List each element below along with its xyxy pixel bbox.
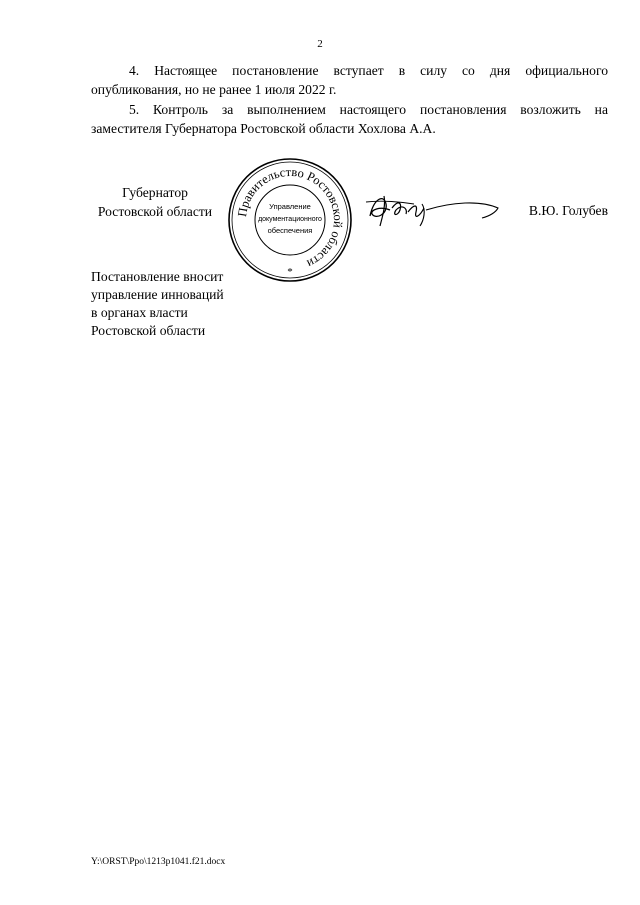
- issuing-department-note: [91, 268, 261, 340]
- governor-title-line-2: Ростовской области: [97, 204, 213, 219]
- paragraph-4-text: 4. Настоящее постановление вступает в силу со дня официального опубликования, но не ранее 1 июля 2022 г.: [91, 63, 608, 97]
- seal-star: *: [287, 266, 293, 278]
- page-number: 2: [317, 38, 323, 50]
- seal-center-line-1: Управление: [269, 202, 311, 211]
- handwritten-signature: [362, 186, 502, 230]
- paragraph-4: [91, 61, 608, 99]
- file-path-footer: Y:\ORST\Ppo\1213p1041.f21.docx: [91, 857, 226, 867]
- governor-title-line-1: Губернатор: [122, 185, 188, 200]
- seal-center-line-2: документационного: [258, 216, 322, 223]
- governor-title: [91, 183, 219, 221]
- seal-ring-text: Правительство Ростовской области: [235, 164, 346, 271]
- official-seal: [227, 157, 353, 283]
- note-line-1: Постановление вносит: [91, 269, 224, 284]
- paragraph-5: [91, 100, 608, 138]
- seal-center-line-3: обеспечения: [267, 226, 313, 235]
- paragraph-5-text: 5. Контроль за выполнением настоящего постановления возложить на заместителя Губернатора Ростовской области Хохлова А.А.: [91, 102, 608, 136]
- note-line-4: Ростовской области: [91, 323, 206, 338]
- note-line-3: в органах власти: [91, 305, 188, 320]
- governor-name: В.Ю. Голубев: [528, 203, 608, 218]
- note-line-2: управление инноваций: [91, 287, 224, 302]
